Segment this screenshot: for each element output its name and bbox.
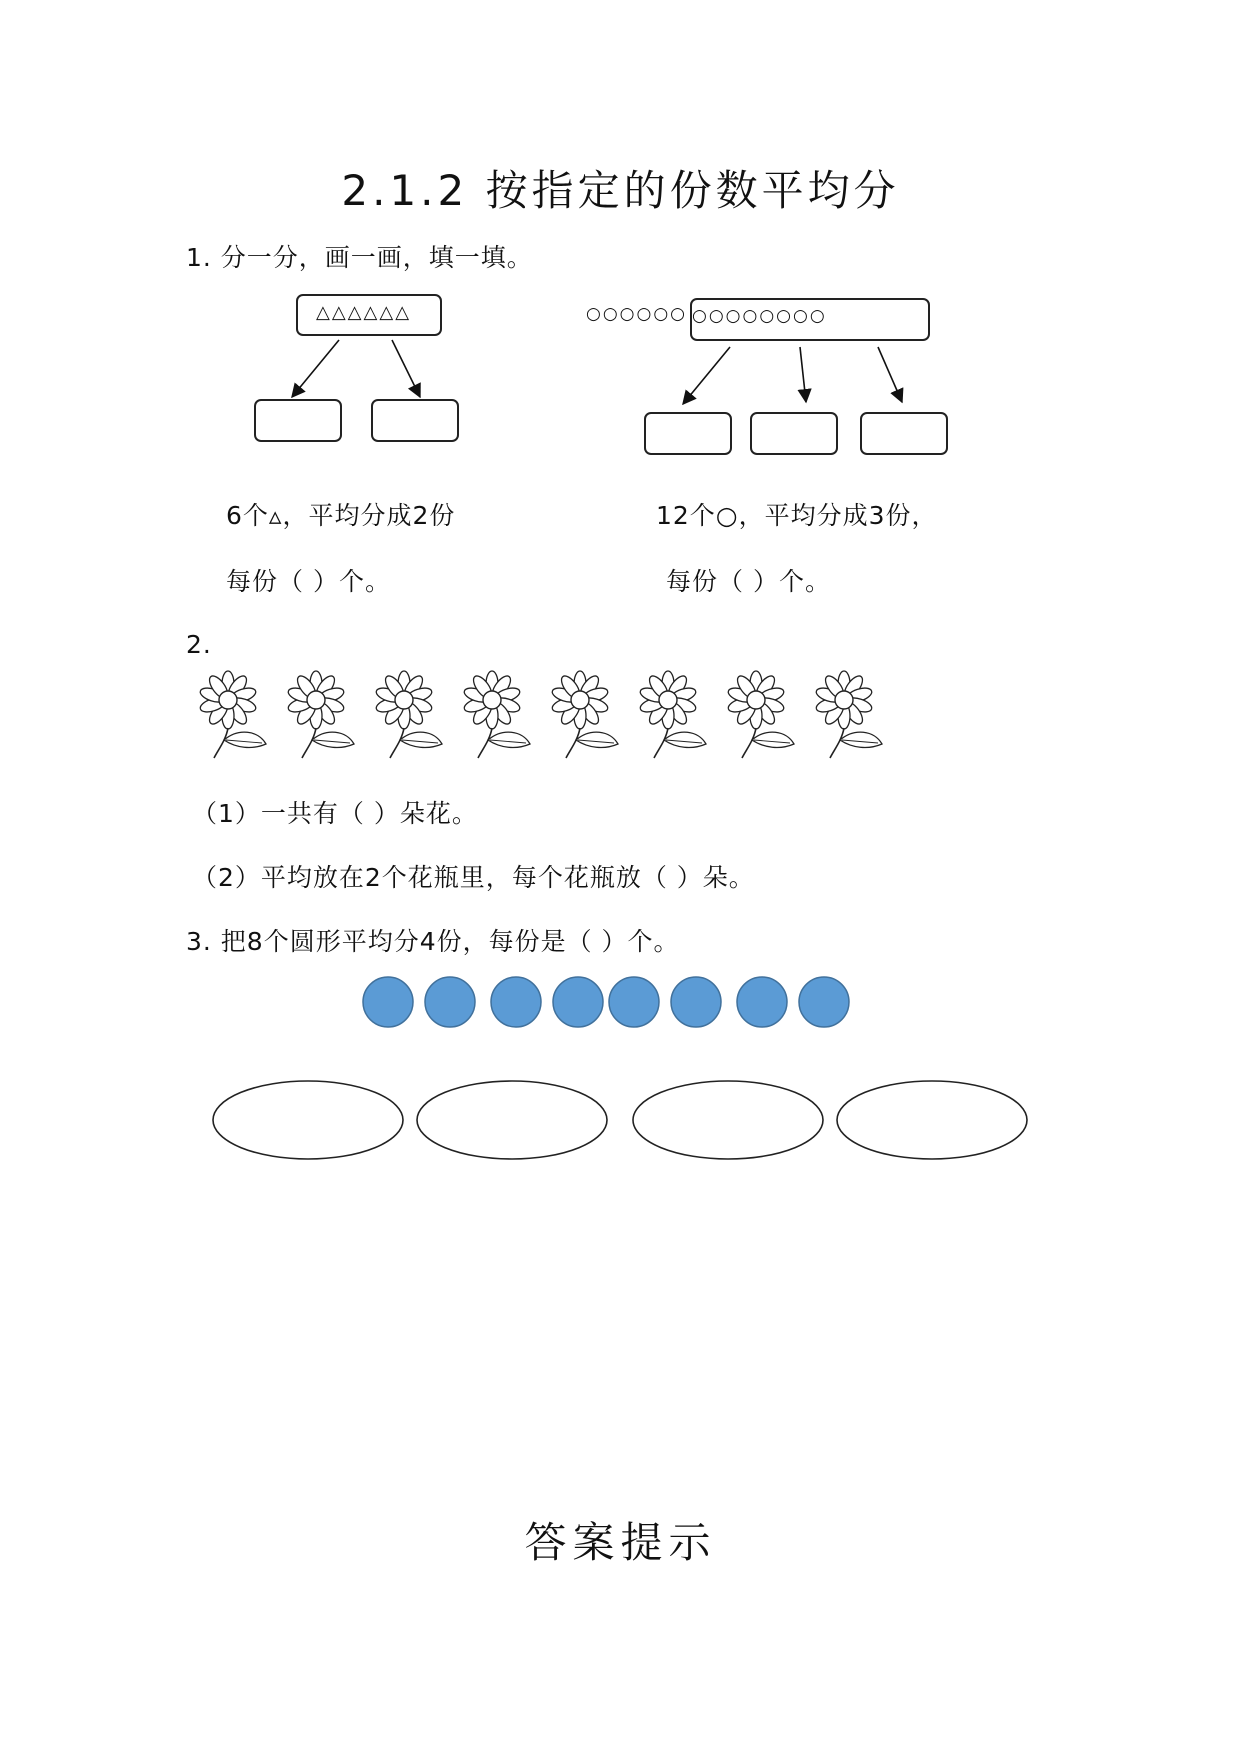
blue-circle — [799, 977, 849, 1027]
oval-row — [213, 1081, 1027, 1159]
q2-label: 2. — [186, 630, 212, 659]
answer-oval[interactable] — [633, 1081, 823, 1159]
blue-circle — [609, 977, 659, 1027]
flower-icon — [815, 671, 882, 758]
blue-circle — [737, 977, 787, 1027]
q1-left-line1: 6个▵，平均分成2份 — [226, 501, 456, 530]
blue-circle — [553, 977, 603, 1027]
flower-icon — [287, 671, 354, 758]
flower-icon — [375, 671, 442, 758]
q1-right-line2: 每份（ ）个。 — [666, 567, 831, 596]
arrow-right-2 — [800, 347, 806, 402]
blue-circle — [671, 977, 721, 1027]
q1-left-line2: 每份（ ）个。 — [226, 567, 391, 596]
blue-circle — [491, 977, 541, 1027]
flower-icon — [639, 671, 706, 758]
blue-circle — [363, 977, 413, 1027]
q1-heading: 1. 分一分，画一画，填一填。 — [186, 243, 533, 272]
q3-heading: 3. 把8个圆形平均分4份，每份是（ ）个。 — [186, 927, 680, 956]
q2-part1: （1）一共有（ ）朵花。 — [192, 799, 478, 828]
triangle-symbols: △△△△△△ — [316, 302, 412, 323]
arrow-left-1 — [292, 340, 339, 397]
circle-symbols-inside: ○○○○○○○○ — [692, 306, 827, 326]
answer-heading: 答案提示 — [524, 1518, 717, 1567]
answer-oval[interactable] — [213, 1081, 403, 1159]
arrow-left-2 — [392, 340, 420, 397]
blue-circle — [425, 977, 475, 1027]
flower-icon — [551, 671, 618, 758]
answer-oval[interactable] — [417, 1081, 607, 1159]
q1-right-line1: 12个○，平均分成3份， — [656, 501, 938, 530]
arrow-right-3 — [878, 347, 902, 402]
q2-part2: （2）平均放在2个花瓶里，每个花瓶放（ ）朵。 — [192, 863, 755, 892]
circle-row — [363, 977, 849, 1027]
arrow-right-1 — [683, 347, 730, 404]
flower-icon — [727, 671, 794, 758]
circle-symbols-outside: ○○○○○○ — [586, 304, 688, 324]
flower-icon — [463, 671, 530, 758]
page-title: 2.1.2 按指定的份数平均分 — [341, 166, 900, 215]
answer-oval[interactable] — [837, 1081, 1027, 1159]
flower-icon — [199, 671, 266, 758]
flower-row — [199, 671, 882, 758]
